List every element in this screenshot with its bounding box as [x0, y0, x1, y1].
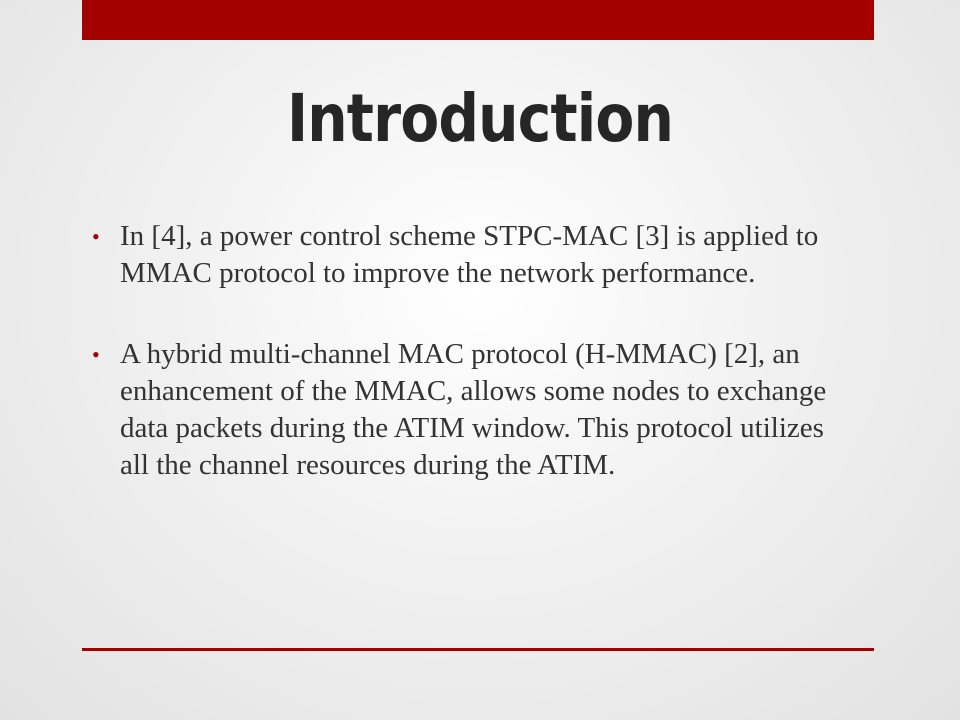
bullet-item	[90, 336, 850, 484]
bullet-text: In [4], a power control scheme STPC-MAC [3] is applied to MMAC protocol to improve the network performance.	[120, 220, 819, 289]
bottom-accent-line	[82, 648, 874, 651]
bullet-list	[90, 218, 850, 528]
top-accent-bar	[82, 0, 874, 40]
bullet-text: A hybrid multi-channel MAC protocol (H-MMAC) [2], an enhancement of the MMAC, allows some nodes to exchange data packets during the ATIM window. This protocol utilizes all the channel resources during the ATIM.	[120, 338, 827, 481]
bullet-item	[90, 218, 850, 292]
slide-title: Introduction	[286, 80, 674, 157]
bullet-dot-icon: •	[92, 342, 100, 367]
bullet-dot-icon: •	[92, 224, 100, 249]
